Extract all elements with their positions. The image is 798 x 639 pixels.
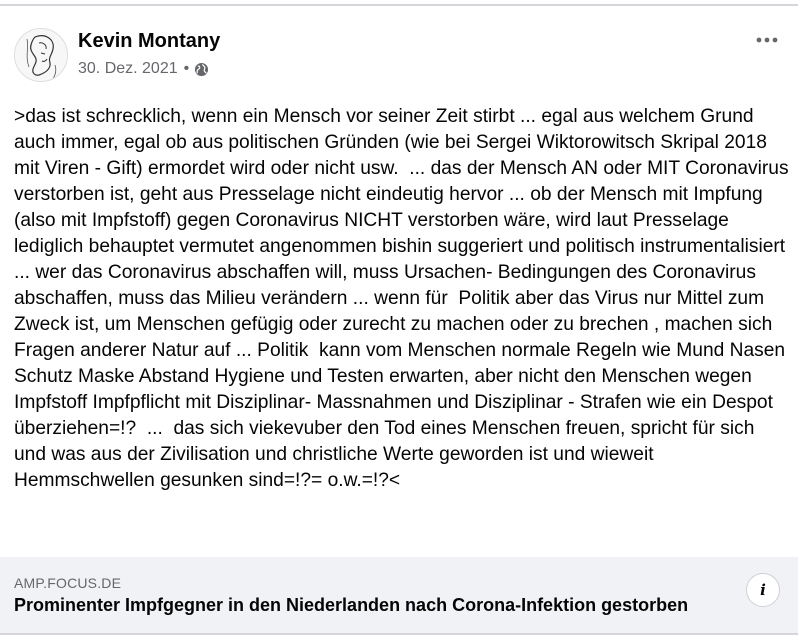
post-date[interactable]: 30. Dez. 2021 <box>78 60 178 77</box>
post-body-text: >das ist schrecklich, wenn ein Mensch vor seiner Zeit stirbt ... egal aus welchem Grund auch immer, egal ob aus politischen Gründen (wie bei Sergei Wiktorowitsch Skripal 2018 mit Viren - Gift) ermordet wird oder nicht usw. ... das der Mensch AN oder MIT Coronavirus verstorben ist, geht aus Presselage nicht eindeutig hervor ... ob der Mensch mit Impfung (also mit Impfstoff) gegen Coronavirus NICHT verstorben wäre, wird laut Presselage lediglich behauptet vermutet angenommen bishin suggeriert und politisch instrumentalisiert ... wer das Coronavirus abschaffen will, muss Ursachen- Bedingungen des Coronavirus abschaffen, muss das Milieu verändern ... wenn für Politik aber das Virus nur Mittel zum Zweck ist, um Menschen gefügig oder zurecht zu machen oder zu brechen , machen sich Fragen anderer Natur auf ... Politik kann vom Menschen normale Regeln wie Mund Nasen Schutz Maske Abstand Hygiene und Testen erwarten, aber nicht den Menschen wegen Impfstoff Impfpflicht mit Disziplinar- Massnahmen und Disziplinar - Strafen wie ein Despot überziehen=!? ... das sich viekevuber den Tod eines Menschen freuen, spricht für sich und was aus der Zivilisation und christliche Werte geworden ist und wieweit Hemmschwellen gesunken sind=!?= o.w.=!?< <box>14 106 794 491</box>
avatar-sketch-icon <box>15 29 68 82</box>
more-horizontal-icon <box>756 37 778 43</box>
link-domain: AMP.FOCUS.DE <box>14 575 122 591</box>
post-meta <box>78 60 209 78</box>
avatar[interactable] <box>14 28 68 82</box>
post-header <box>14 28 784 86</box>
bottom-divider <box>0 633 798 635</box>
author-name[interactable]: Kevin Montany <box>78 30 221 52</box>
link-preview-card[interactable] <box>0 557 798 633</box>
more-options-button[interactable] <box>750 28 784 52</box>
link-title[interactable]: Prominenter Impfgegner in den Niederlanden nach Corona-Infektion gestorben <box>14 595 689 615</box>
info-icon[interactable]: i <box>746 573 780 607</box>
meta-separator: • <box>183 60 190 77</box>
globe-icon <box>194 62 209 77</box>
top-divider <box>0 4 798 6</box>
